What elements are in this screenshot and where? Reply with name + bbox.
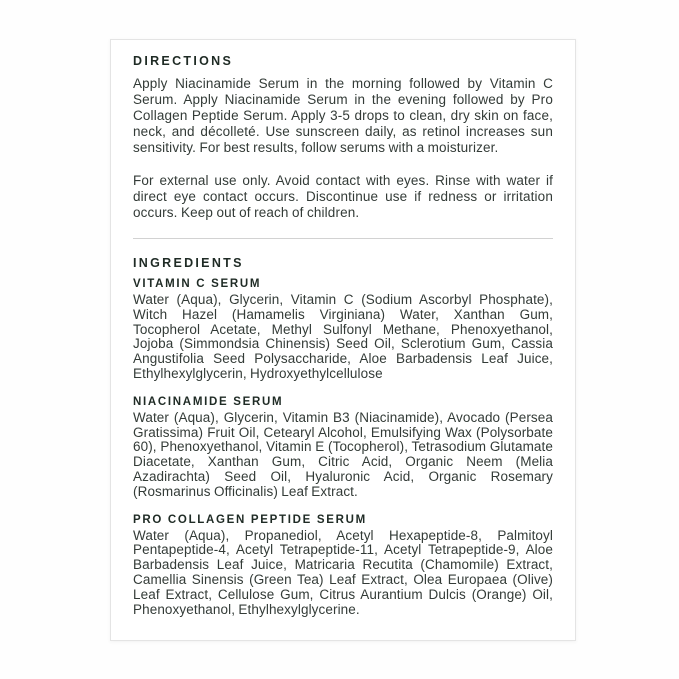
label-card: [110, 39, 576, 641]
niacinamide-serum-heading: NIACINAMIDE SERUM: [133, 395, 284, 408]
niacinamide-serum-ingredients: Water (Aqua), Glycerin, Vitamin B3 (Niacinamide), Avocado (Persea Gratissima) Fruit Oil, Cetearyl Alcohol, Emulsifying Wax (Polysorbate 60), Phenoxyethanol, Vitamin E (Tocopherol), Tetrasodium Glutamate Diacetate, Xanthan Gum, Citric Acid, Organic Neem (Melia Azadirachta) Seed Oil, Hyaluronic Acid, Organic Rosemary (Rosmarinus Officinalis) Leaf Extract.: [133, 409, 553, 499]
vitamin-c-serum-ingredients: Water (Aqua), Glycerin, Vitamin C (Sodium Ascorbyl Phosphate), Witch Hazel (Hamamelis Virginiana) Water, Xanthan Gum, Tocopherol Acetate, Methyl Sulfonyl Methane, Phenoxyethanol, Jojoba (Simmondsia Chinensis) Seed Oil, Sclerotium Gum, Cassia Angustifolia Seed Polysaccharide, Aloe Barbadensis Leaf Juice, Ethylhexylglycerin, Hydroxyethylcellulose: [133, 292, 553, 381]
pro-collagen-peptide-serum-ingredients: Water (Aqua), Propanediol, Acetyl Hexapeptide-8, Palmitoyl Pentapeptide-4, Acetyl Tetrapeptide-11, Acetyl Tetrapeptide-9, Aloe Barbadensis Leaf Juice, Matricaria Recutita (Chamomile) Extract, Camellia Sinensis (Green Tea) Leaf Extract, Olea Europaea (Olive) Leaf Extract, Cellulose Gum, Citrus Aurantium Dulcis (Orange) Oil, Phenoxyethanol, Ethylhexylglycerine.: [133, 527, 553, 617]
section-divider: [133, 238, 553, 239]
directions-heading: DIRECTIONS: [133, 54, 234, 68]
ingredient-section-pro-collagen: [133, 514, 553, 618]
directions-paragraph-2: For external use only. Avoid contact with eyes. Rinse with water if direct eye contact occurs. Discontinue use if redness or irritation occurs. Keep out of reach of children.: [133, 173, 553, 220]
pro-collagen-peptide-serum-heading: PRO COLLAGEN PEPTIDE SERUM: [133, 513, 367, 526]
ingredient-section-vitamin-c: [133, 278, 553, 382]
vitamin-c-serum-heading: VITAMIN C SERUM: [133, 278, 262, 290]
ingredient-section-niacinamide: [133, 396, 553, 500]
directions-paragraph-1: Apply Niacinamide Serum in the morning followed by Vitamin C Serum. Apply Niacinamide Serum in the evening followed by Pro Collagen Peptide Serum. Apply 3-5 drops to clean, dry skin on face, neck, and décolleté. Use sunscreen daily, as retinol increases sun sensitivity. For best results, follow serums with a moisturizer.: [133, 76, 553, 155]
ingredients-heading: INGREDIENTS: [133, 256, 244, 270]
